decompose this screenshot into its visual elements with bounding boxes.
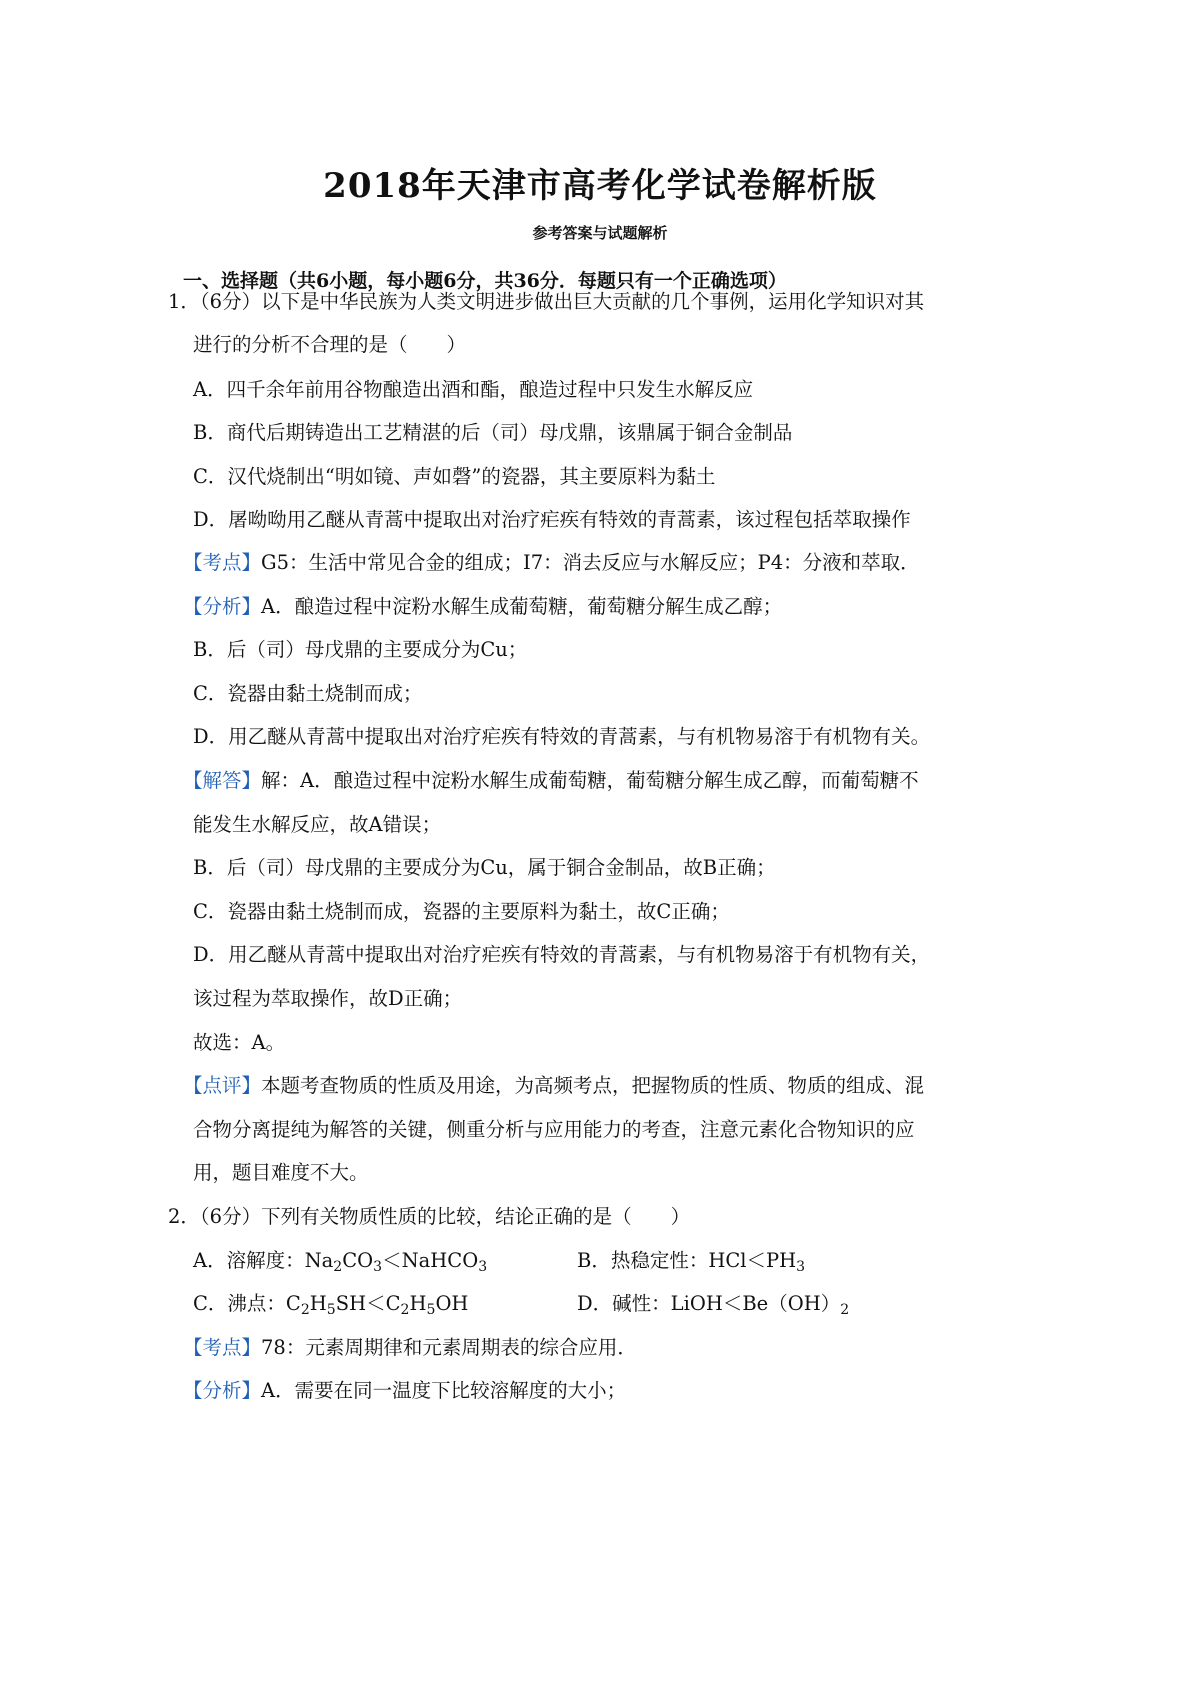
formula-part: H [309,1292,327,1315]
formula-subscript: 2 [333,1258,343,1275]
q1-kaodian [183,553,920,573]
fenxi-tag: 【分析】 [183,595,262,618]
dianping-tag: 【点评】 [183,1074,262,1097]
q2-option-d [577,1292,850,1318]
formula-subscript: 3 [796,1258,806,1275]
q2-stem: 2．（6分）下列有关物质性质的比较，结论正确的是（ ） [168,1205,691,1228]
q1-jieda-b: B．后（司）母戊鼎的主要成分为Cu，属于铜合金制品，故B正确； [193,856,776,879]
formula-part: LiOH [670,1292,723,1315]
q1-jieda-d2: 该过程为萃取操作，故D正确； [193,987,463,1010]
formula-part: SH [335,1292,367,1315]
fenxi-text-a: A．酿造过程中淀粉水解生成葡萄糖，葡萄糖分解生成乙醇； [261,595,783,618]
fenxi-tag: 【分析】 [183,1379,262,1402]
q1-dianping-2: 合物分离提纯为解答的关键，侧重分析与应用能力的考查，注意元素化合物知识的应 [193,1118,915,1141]
q1-stem-line2: 进行的分析不合理的是（ ） [193,333,467,356]
kaodian-tag: 【考点】 [183,551,262,574]
q2-option-d-label: D．碱性： [577,1292,671,1315]
q1-option-c: C．汉代烧制出“明如镜、声如磬”的瓷器，其主要原料为黏土 [193,465,716,488]
section-heading: 一、选择题（共6小题，每小题6分，共36分．每题只有一个正确选项） [183,270,787,292]
q1-jieda-a2: 能发生水解反应，故A错误； [193,813,442,836]
formula-subscript: 2 [300,1301,310,1318]
jieda-tag: 【解答】 [183,769,262,792]
formula-part: PH [766,1249,797,1272]
q1-option-d: D．屠呦呦用乙醚从青蒿中提取出对治疗疟疾有特效的青蒿素，该过程包括萃取操作 [193,508,911,531]
formula-part: C [285,1292,301,1315]
q2-option-b [577,1249,806,1275]
comparison-operator: ＜ [722,1292,743,1315]
q1-dianping-3: 用，题目难度不大。 [193,1161,369,1184]
comparison-operator: ＜ [746,1249,767,1272]
formula-part: CO [342,1249,374,1272]
formula-subscript: 5 [426,1301,436,1318]
formula-part: HCl [708,1249,747,1272]
q1-fenxi-b: B．后（司）母戊鼎的主要成分为Cu； [193,638,528,661]
q2-option-a [193,1249,488,1275]
q2-fenxi [183,1381,626,1401]
jieda-text-a1: 解：A．酿造过程中淀粉水解生成葡萄糖，葡萄糖分解生成乙醇，而葡萄糖不 [261,769,919,792]
dianping-text-1: 本题考查物质的性质及用途，为高频考点，把握物质的性质、物质的组成、混 [261,1074,925,1097]
formula-part: OH [435,1292,469,1315]
formula-subscript: 2 [400,1301,410,1318]
q1-option-b: B．商代后期铸造出工艺精湛的后（司）母戊鼎，该鼎属于铜合金制品 [193,421,793,444]
formula-subscript: 5 [326,1301,336,1318]
page-title: 2018年天津市高考化学试卷解析版 [323,166,877,206]
page-subtitle: 参考答案与试题解析 [532,224,668,242]
q1-answer: 故选：A。 [193,1031,286,1054]
formula-part: H [409,1292,427,1315]
formula-part: C [385,1292,401,1315]
formula-subscript: 3 [373,1258,383,1275]
q2-option-b-label: B．热稳定性： [577,1249,709,1272]
q2-kaodian [183,1338,637,1358]
kaodian-text: G5：生活中常见合金的组成；I7：消去反应与水解反应；P4：分液和萃取． [261,551,920,574]
q1-fenxi [183,597,782,617]
q1-jieda-c: C．瓷器由黏土烧制而成，瓷器的主要原料为黏土，故C正确； [193,900,730,923]
q2-option-c-label: C．沸点： [193,1292,286,1315]
q2-option-a-label: A．溶解度： [193,1249,305,1272]
formula-subscript: 2 [840,1301,850,1318]
q1-stem-line1: 1．（6分）以下是中华民族为人类文明进步做出巨大贡献的几个事例，运用化学知识对其 [168,290,925,313]
comparison-operator: ＜ [366,1292,386,1315]
fenxi-text-a: A．需要在同一温度下比较溶解度的大小； [261,1379,627,1402]
formula-part: NaHCO [401,1249,479,1272]
q1-fenxi-c: C．瓷器由黏土烧制而成； [193,682,423,705]
formula-part: Be（OH） [742,1292,841,1315]
q2-option-c [193,1292,469,1318]
formula-part: Na [304,1249,334,1272]
q1-jieda [183,771,919,791]
formula-subscript: 3 [478,1258,488,1275]
kaodian-tag: 【考点】 [183,1336,262,1359]
q1-dianping [183,1076,924,1096]
comparison-operator: ＜ [382,1249,402,1272]
q1-option-a: A．四千余年前用谷物酿造出酒和酯，酿造过程中只发生水解反应 [193,378,754,401]
kaodian-text: 78：元素周期律和元素周期表的综合应用． [261,1336,637,1359]
q1-jieda-d1: D．用乙醚从青蒿中提取出对治疗疟疾有特效的青蒿素，与有机物易溶于有机物有关， [193,943,931,966]
q1-fenxi-d: D．用乙醚从青蒿中提取出对治疗疟疾有特效的青蒿素，与有机物易溶于有机物有关。 [193,725,931,748]
